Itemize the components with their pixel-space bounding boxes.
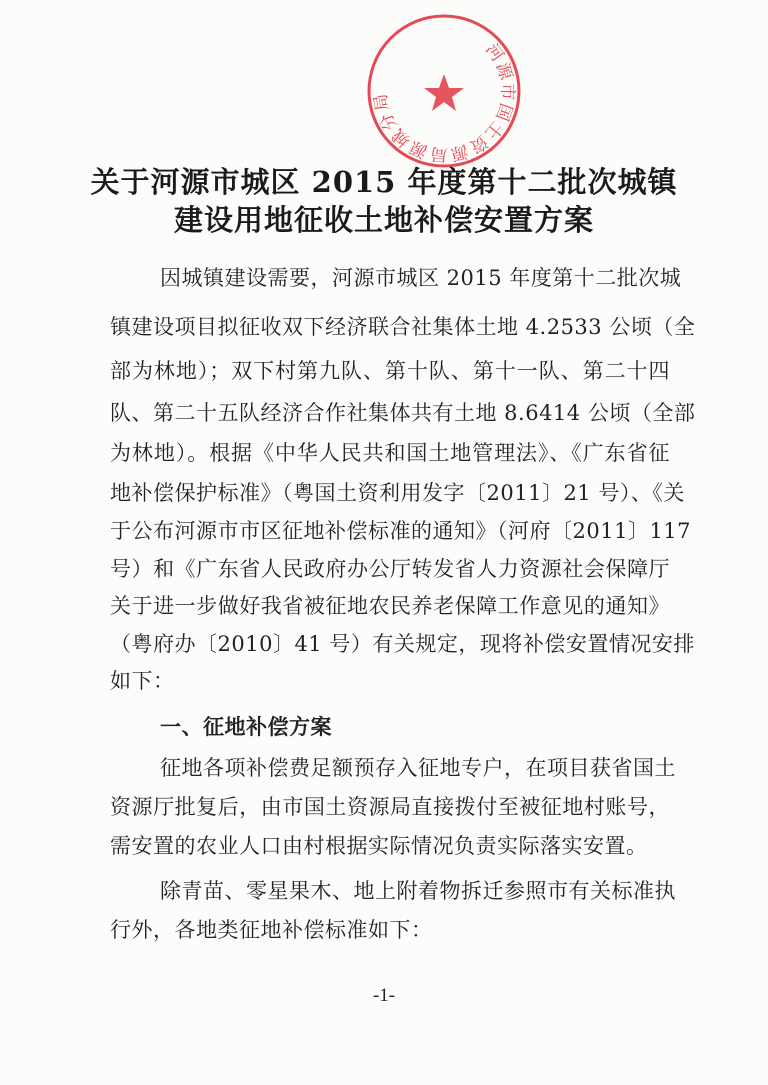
document-title-line-2: 建设用地征收土地补偿安置方案	[173, 203, 594, 237]
seal-graphic	[365, 12, 523, 170]
paragraph-line: 征地各项补偿费足额预存入征地专户，在项目获省国土	[160, 756, 676, 780]
document-title-line-1: 关于河源市城区 2015 年度第十二批次城镇	[90, 165, 678, 199]
paragraph-line: 行外，各地类征地补偿标准如下：	[110, 918, 433, 942]
paragraph-line: 关于进一步做好我省被征地农民养老保障工作意见的通知》	[110, 594, 670, 618]
paragraph-line: 队、第二十五队经济合作社集体共有土地 8.6414 公顷（全部	[110, 401, 696, 425]
official-seal	[365, 12, 523, 170]
paragraph-line: 因城镇建设需要，河源市城区 2015 年度第十二批次城	[160, 266, 682, 290]
paragraph-line: 除青苗、零星果木、地上附着物拆迁参照市有关标准执	[160, 879, 676, 903]
paragraph-line: 部为林地）；双下村第九队、第十队、第十一队、第二十四	[110, 359, 670, 383]
paragraph-line: 于公布河源市市区征地补偿标准的通知》（河府〔2011〕117	[110, 519, 692, 543]
section-heading: 一、征地补偿方案	[160, 714, 332, 739]
seal-text: 河源市国土资源局源城分局	[370, 40, 518, 165]
paragraph-line: 号）和《广东省人民政府办公厅转发省人力资源社会保障厅	[110, 557, 670, 581]
seal-star-icon	[424, 74, 464, 111]
paragraph-line: 为林地）。根据《中华人民共和国土地管理法》、《广东省征	[110, 441, 670, 465]
paragraph-line: 地补偿保护标准》（粤国土资利用发字〔2011〕21 号）、《关	[110, 481, 685, 505]
paragraph-line: 资源厅批复后，由市国土资源局直接拨付至被征地村账号，	[110, 795, 670, 819]
paragraph-line: （粤府办〔2010〕41 号）有关规定，现将补偿安置情况安排	[110, 632, 695, 656]
paragraph-line: 镇建设项目拟征收双下经济联合社集体土地 4.2533 公顷（全	[110, 315, 696, 339]
page-number: -1-	[372, 985, 396, 1006]
paragraph-line: 如下：	[110, 669, 175, 693]
paragraph-line: 需安置的农业人口由村根据实际情况负责实际落实安置。	[110, 834, 648, 858]
